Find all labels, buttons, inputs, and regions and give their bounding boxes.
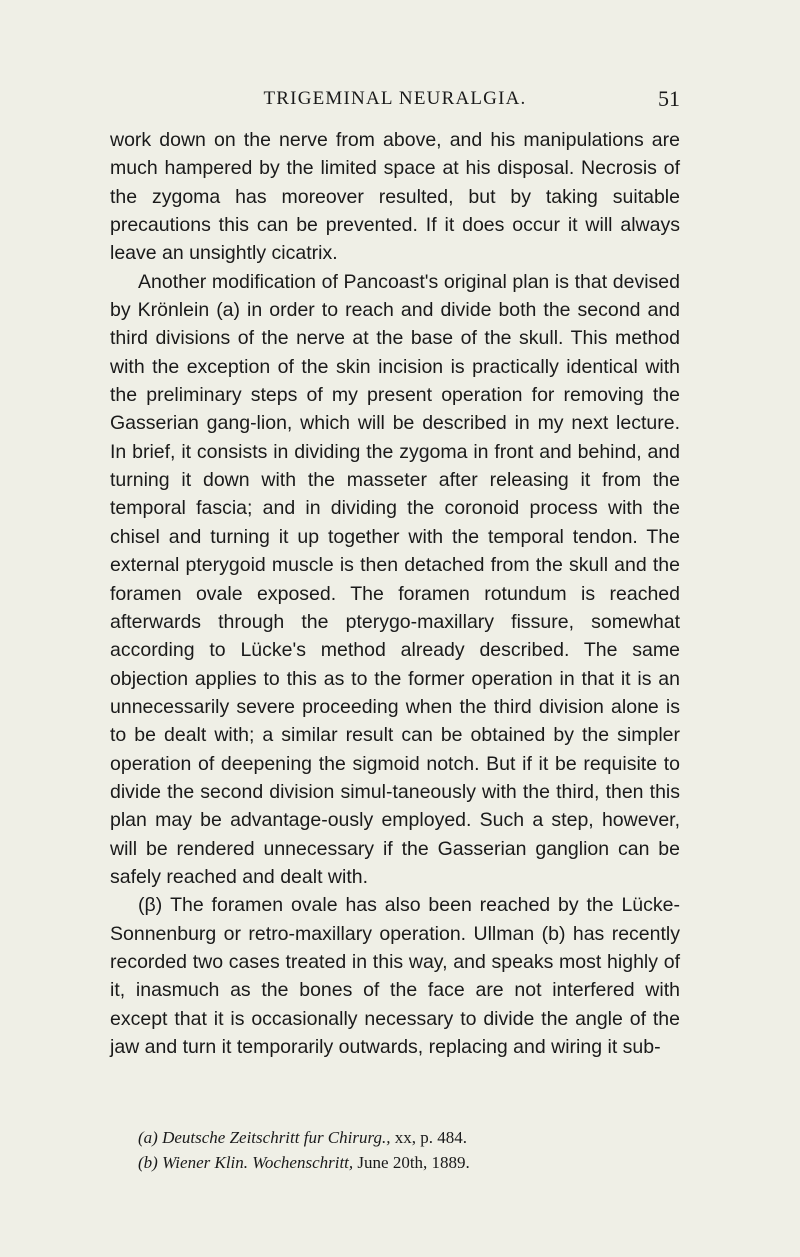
running-title: TRIGEMINAL NEURALGIA. <box>263 88 527 109</box>
paragraph-beta: (β) The foramen ovale has also been reached by the Lücke-Sonnenburg or retro-maxillary operation. Ullman (b) has recently recorded two cases treated in this way, and speaks most highly of it, inasmuch as the bones of the face are not interfered with except that it is occasionally necessary to divide the angle of the jaw and turn it temporarily outwards, replacing and wiring it sub- <box>110 894 680 1058</box>
footnote-journal-title: Deutsche Zeitschritt fur Chirurg., <box>162 1128 391 1147</box>
paragraph-kronlein: Another modification of Pancoast's original plan is that devised by Krönlein (a) in order to reach and divide both the second and third divisions of the nerve at the base of the skull. This method with the exception of the skin incision is practically identical with the preliminary steps of my present operation for removing the Gasserian gang-lion, which will be described in my next lecture. In brief, it consists in dividing the zygoma in front and behind, and turning it down with the masseter after releasing it from the temporal fascia; and in dividing the coronoid process with the chisel and turning it up together with the temporal tendon. The external pterygoid muscle is then detached from the skull and the foramen ovale exposed. The foramen rotundum is reached afterwards through the pterygo-maxillary fissure, somewhat according to Lücke's method already described. The same objection applies to this as to the former operation in that it is an unnecessarily severe proceeding when the third division alone is to be dealt with; a similar result can be obtained by the simpler operation of deepening the sigmoid notch. But if it be requisite to divide the second division simul-taneously with the third, then this plan may be advantage-ously employed. Such a step, however, will be rendered unnecessary if the Gasserian ganglion can be safely reached and dealt with. <box>110 270 680 888</box>
footnotes <box>138 1125 698 1175</box>
footnote-a <box>138 1125 698 1150</box>
footnote-b <box>138 1150 698 1175</box>
paragraph-continuation: work down on the nerve from above, and his manipulations are much hampered by the limited space at his disposal. Necrosis of the zygoma has moreover resulted, but by taking suitable precautions this can be prevented. If it does occur it will always leave an unsightly cicatrix. <box>110 129 680 265</box>
footnote-journal-title: Wiener Klin. Wochenschritt, <box>162 1153 354 1172</box>
footnote-citation: xx, p. 484. <box>394 1128 467 1147</box>
page-header <box>110 88 680 120</box>
body-text <box>110 126 680 1061</box>
footnote-citation: June 20th, 1889. <box>357 1153 470 1172</box>
footnote-marker: (b) <box>138 1153 158 1172</box>
footnote-marker: (a) <box>138 1128 158 1147</box>
page-number: 51 <box>658 86 680 111</box>
